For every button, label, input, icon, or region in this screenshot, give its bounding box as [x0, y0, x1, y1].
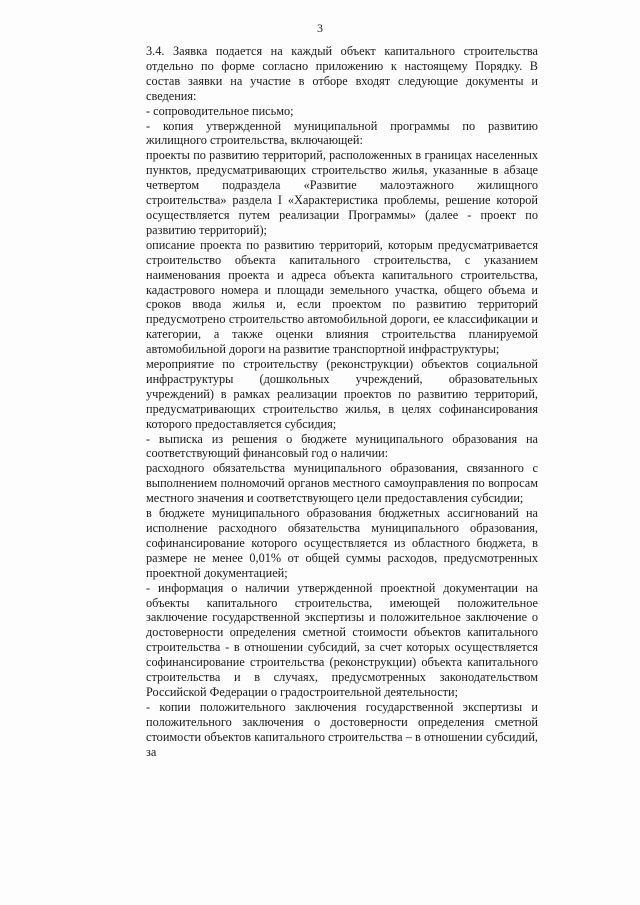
item-program-copy: - копия утвержденной муниципальной программы по развитию жилищного строительства, включающей: [146, 118, 538, 148]
subitem-territory-projects: проекты по развитию территорий, расположенных в границах населенных пунктов, предусматривающих строительство жилья, указанные в абзаце четвертом подраздела «Развитие малоэтажного жилищного строительства» раздела I «Характеристика проблемы, решение которой осуществляется путем реализации Программы» (далее - проект по развитию территорий); [146, 148, 538, 237]
item-cover-letter: - сопроводительное письмо; [146, 103, 294, 118]
paragraph-3-4-intro: 3.4. Заявка подается на каждый объект капитального строительства отдельно по форме согласно приложению к настоящему Порядку. В состав заявки на участие в отборе входят следующие документы и сведения: [146, 44, 538, 103]
document-body [146, 44, 538, 760]
page-number: 3 [317, 21, 323, 35]
subitem-budget-allocations: в бюджете муниципального образования бюджетных ассигнований на исполнение расходного обязательства муниципального образования, софинансирование которого осуществляется из областного бюджета, в размере не менее 0,01% от общей суммы расходов, предусмотренных проектной документацией; [146, 506, 538, 580]
subitem-social-infrastructure: мероприятие по строительству (реконструкции) объектов социальной инфраструктуры (дошкольных учреждений, образовательных учреждений) в рамках реализации проектов по развитию территорий, предусматривающих строительство жилья, в целях софинансирования которого предоставляется субсидия; [146, 357, 538, 431]
subitem-project-description: описание проекта по развитию территорий, которым предусматривается строительство объекта капитального строительства, с указанием наименования проекта и адреса объекта капитального строительства, кадастрового номера и площади земельного участка, общего объема и сроков ввода жилья и, если проектом по развитию территорий предусмотрено строительство автомобильной дороги, ее классификации и категории, а также оценки влияния строительства планируемой автомобильной дороги на развитие транспортной инфраструктуры; [146, 237, 538, 357]
item-expertise-copies: - копии положительного заключения государственной экспертизы и положительного заключения о достоверности определения сметной стоимости объектов капитального строительства – в отношении субсидий, за [146, 699, 538, 759]
item-design-documentation-info: - информация о наличии утвержденной проектной документации на объекты капитального строительства, имеющей положительное заключение государственной экспертизы и положительное заключение о достоверности определения сметной стоимости объектов капитального строительства - в отношении субсидий, за счет которых осуществляется софинансирование строительства (реконструкции) объекта капитального строительства и в случаях, предусмотренных законодательством Российской Федерации о градостроительной деятельности; [146, 580, 538, 699]
subitem-expenditure-obligation: расходного обязательства муниципального образования, связанного с выполнением полномочий органов местного самоуправления по вопросам местного значения и соответствующего цели предоставления субсидии; [146, 461, 538, 506]
item-budget-extract: - выписка из решения о бюджете муниципального образования на соответствующий финансовый год о наличии: [146, 431, 538, 461]
